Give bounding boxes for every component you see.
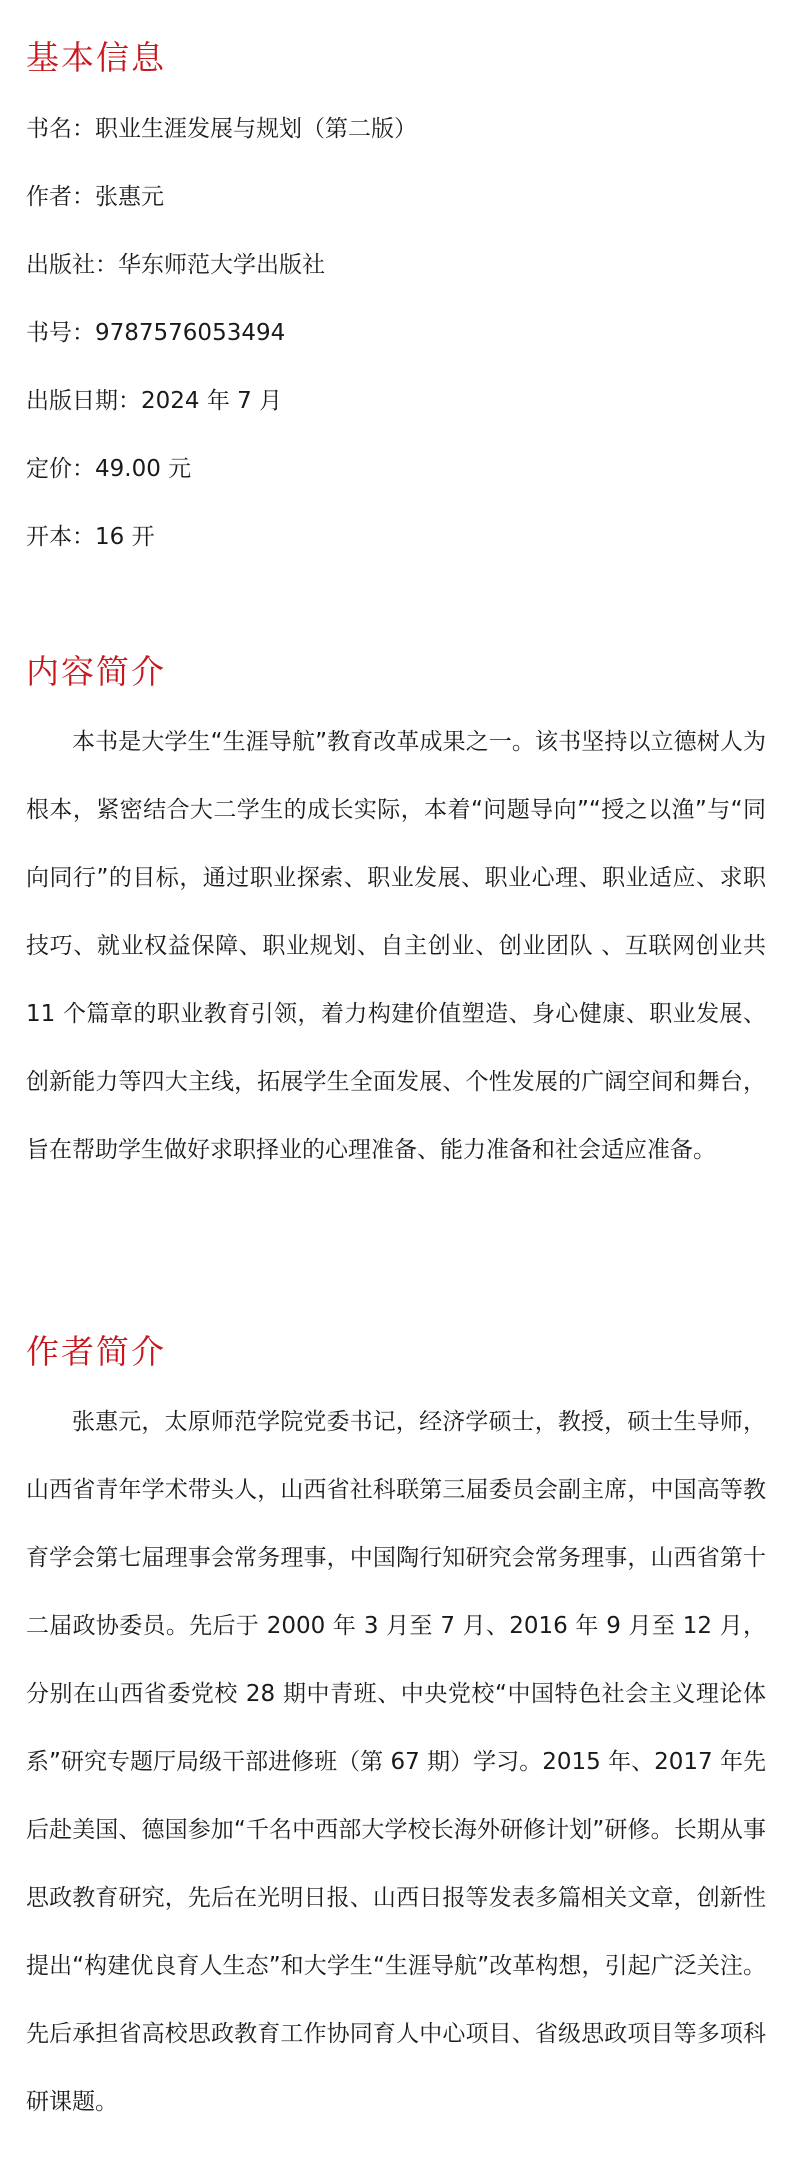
basic-info-heading: 基本信息 [26,38,166,77]
isbn-line: 书号：9787576053494 [26,320,286,346]
author-intro-heading: 作者简介 [26,1332,166,1371]
author-line: 作者：张惠元 [26,184,164,210]
publisher-line: 出版社：华东师范大学出版社 [26,252,325,278]
publish-date-line: 出版日期：2024 年 7 月 [26,388,283,414]
format-line: 开本：16 开 [26,524,155,550]
price-line: 定价：49.00 元 [26,456,192,482]
author-intro-text: 张惠元，太原师范学院党委书记，经济学硕士，教授，硕士生导师，山西省青年学术带头人，山西省社科联第三届委员会副主席，中国高等教育学会第七届理事会常务理事，中国陶行知研究会常务理事，山西省第十二届政协委员。先后于 2000 年 3 月至 7 月、2016 年 9 月至 12 月，分别在山西省委党校 28 期中青班、中央党校“中国特色社会主义理论体系”研究专题厅局级干部进修班（第 67 期）学习。2015 年、2017 年先后赴美国、德国参加“千名中西部大学校长海外研修计划”研修。长期从事思政教育研究，先后在光明日报、山西日报等发表多篇相关文章，创新性提出“构建优良育人生态”和大学生“生涯导航”改革构想，引起广泛关注。先后承担省高校思政教育工作协同育人中心项目、省级思政项目等多项科研课题。 [26,1409,766,2115]
book-title-line: 书名：职业生涯发展与规划（第二版） [26,116,417,142]
content-summary-text: 本书是大学生“生涯导航”教育改革成果之一。该书坚持以立德树人为根本，紧密结合大二学生的成长实际，本着“问题导向”“授之以渔”与“同向同行”的目标，通过职业探索、职业发展、职业心理、职业适应、求职技巧、就业权益保障、职业规划、自主创业、创业团队 、互联网创业共 11 个篇章的职业教育引领，着力构建价值塑造、身心健康、职业发展、创新能力等四大主线，拓展学生全面发展、个性发展的广阔空间和舞台，旨在帮助学生做好求职择业的心理准备、能力准备和社会适应准备。 [26,729,766,1163]
content-summary-heading: 内容简介 [26,652,166,691]
